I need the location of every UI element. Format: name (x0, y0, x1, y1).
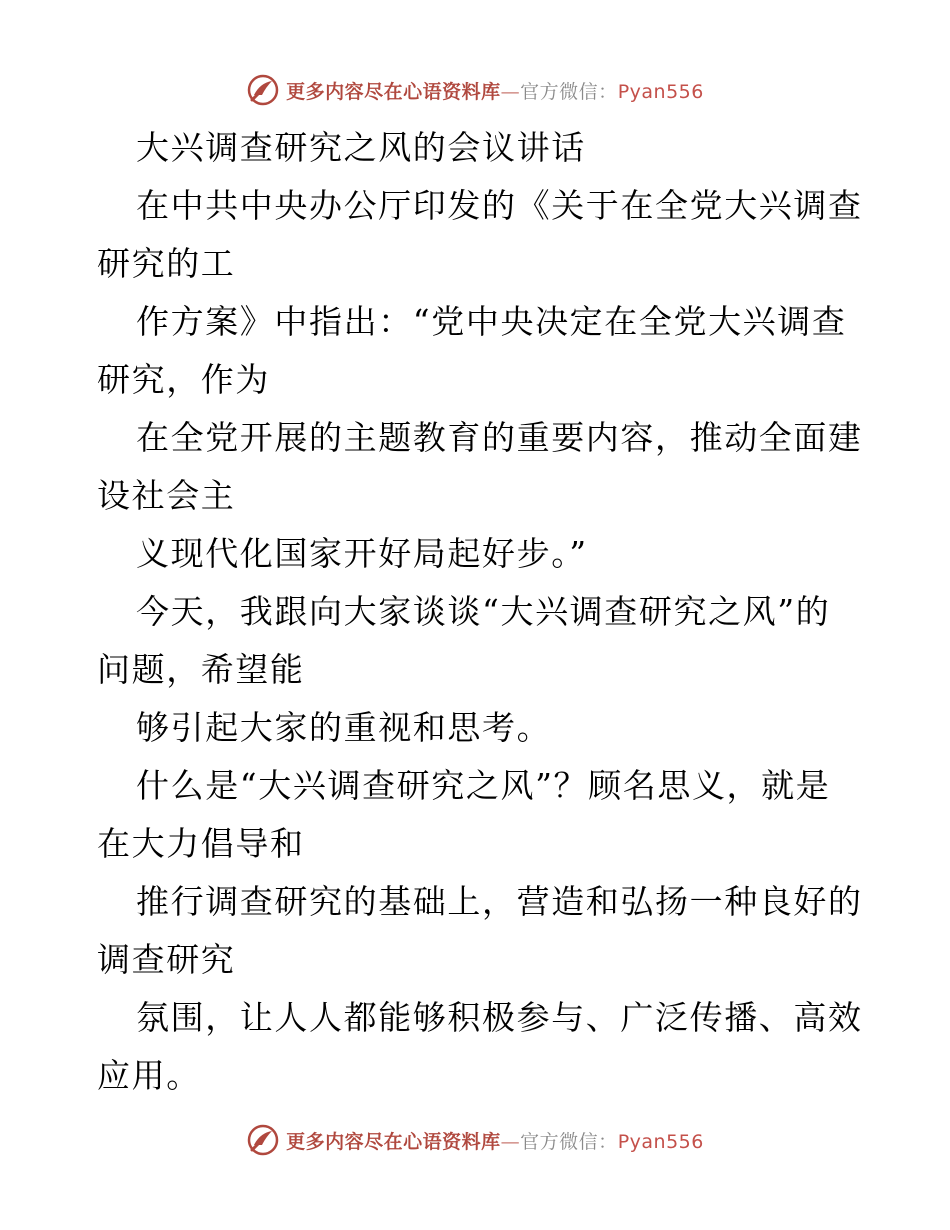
pen-logo-icon (246, 73, 280, 107)
text-line: 什么是“大兴调查研究之风”？顾名思义，就是 (136, 766, 831, 805)
brand-text: 更多内容尽在心语资料库 (286, 80, 501, 103)
banner-inner (246, 1123, 704, 1157)
banner-text (286, 1127, 704, 1154)
wechat-label: 官方微信： (520, 80, 618, 103)
text-line: 今天，我跟向大家谈谈“大兴调查研究之风”的 (136, 592, 831, 631)
text-line: 氛围，让人人都能够积极参与、广泛传播、高效 (136, 998, 863, 1037)
wechat-id: Pyan556 (617, 80, 704, 103)
text-line: 问题，希望能 (97, 650, 305, 689)
wechat-label: 官方微信： (520, 1130, 618, 1153)
text-line: 义现代化国家开好局起好步。” (136, 534, 588, 573)
banner-inner (246, 73, 704, 107)
text-line: 大兴调查研究之风的会议讲话 (136, 128, 586, 167)
banner-text (286, 77, 704, 104)
banner-dash: — (500, 80, 521, 103)
text-line: 设社会主 (97, 476, 236, 515)
document-body (97, 122, 863, 1108)
banner-dash: — (500, 1130, 521, 1153)
pen-logo-icon (246, 1123, 280, 1157)
footer-banner (0, 1120, 950, 1160)
text-line: 应用。 (97, 1056, 201, 1095)
text-line: 在全党开展的主题教育的重要内容，推动全面建 (136, 418, 863, 457)
text-line: 在中共中央办公厅印发的《关于在全党大兴调查 (136, 186, 863, 225)
text-line: 调查研究 (97, 940, 236, 979)
brand-text: 更多内容尽在心语资料库 (286, 1130, 501, 1153)
header-banner (0, 70, 950, 110)
text-line: 研究的工 (97, 244, 236, 283)
text-line: 推行调查研究的基础上，营造和弘扬一种良好的 (136, 882, 863, 921)
text-line: 够引起大家的重视和思考。 (136, 708, 552, 747)
text-line: 在大力倡导和 (97, 824, 305, 863)
text-line: 作方案》中指出：“党中央决定在全党大兴调查 (136, 302, 847, 341)
wechat-id: Pyan556 (617, 1130, 704, 1153)
text-line: 研究，作为 (97, 360, 270, 399)
